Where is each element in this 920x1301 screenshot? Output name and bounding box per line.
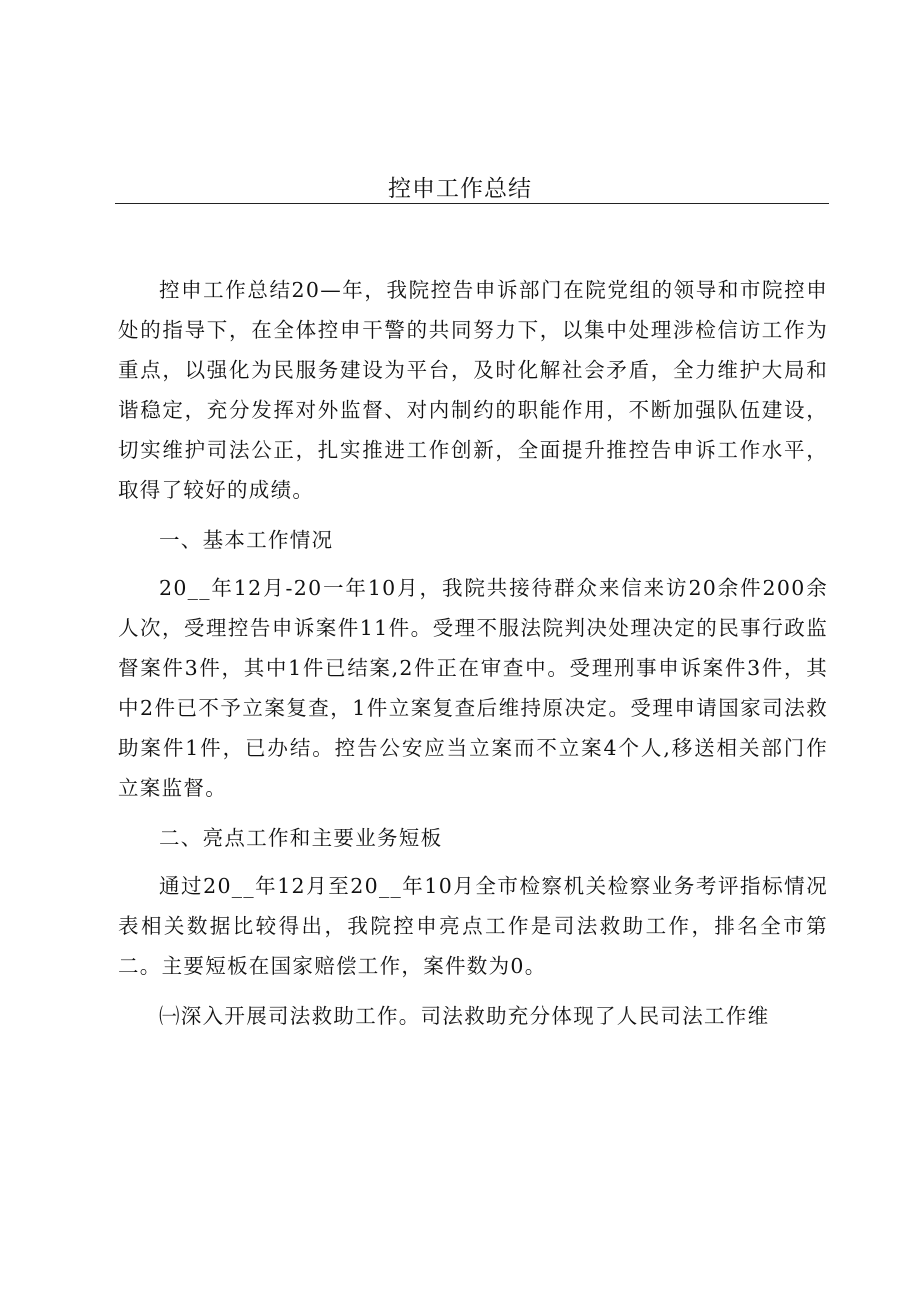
paragraph-judicial-aid: ㈠深入开展司法救助工作。司法救助充分体现了人民司法工作维 <box>159 1004 770 1028</box>
section-heading-highlights: 二、亮点工作和主要业务短板 <box>159 826 443 850</box>
paragraph-highlights: 通过20__年12月至20__年10月全市检察机关检察业务考评指标情况表相关数据比较得出，我院控申亮点工作是司法救助工作，排名全市第二。主要短板在国家赔偿工作，案件数为0。 <box>118 874 828 978</box>
title-underline <box>115 203 829 204</box>
section-heading-basic: 一、基本工作情况 <box>159 528 334 552</box>
paragraph-basic-situation: 20__年12月-20一年10月，我院共接待群众来信来访20余件200余人次，受理控告申诉案件11件。受理不服法院判决处理决定的民事行政监督案件3件，其中1件已结案,2件正在审查中。受理刑事申诉案件3件，其中2件已不予立案复查，1件立案复查后维持原决定。受理申请国家司法救助案件1件，已办结。控告公安应当立案而不立案4个人,移送相关部门作立案监督。 <box>118 576 828 800</box>
paragraph-intro: 控申工作总结20—年，我院控告申诉部门在院党组的领导和市院控申处的指导下，在全体控申干警的共同努力下，以集中处理涉检信访工作为重点，以强化为民服务建设为平台，及时化解社会矛盾，全力维护大局和谐稳定，充分发挥对外监督、对内制约的职能作用，不断加强队伍建设，切实维护司法公正，扎实推进工作创新，全面提升推控告申诉工作水平，取得了较好的成绩。 <box>118 278 828 502</box>
document-body <box>118 270 828 1046</box>
document-title: 控申工作总结 <box>388 176 532 202</box>
